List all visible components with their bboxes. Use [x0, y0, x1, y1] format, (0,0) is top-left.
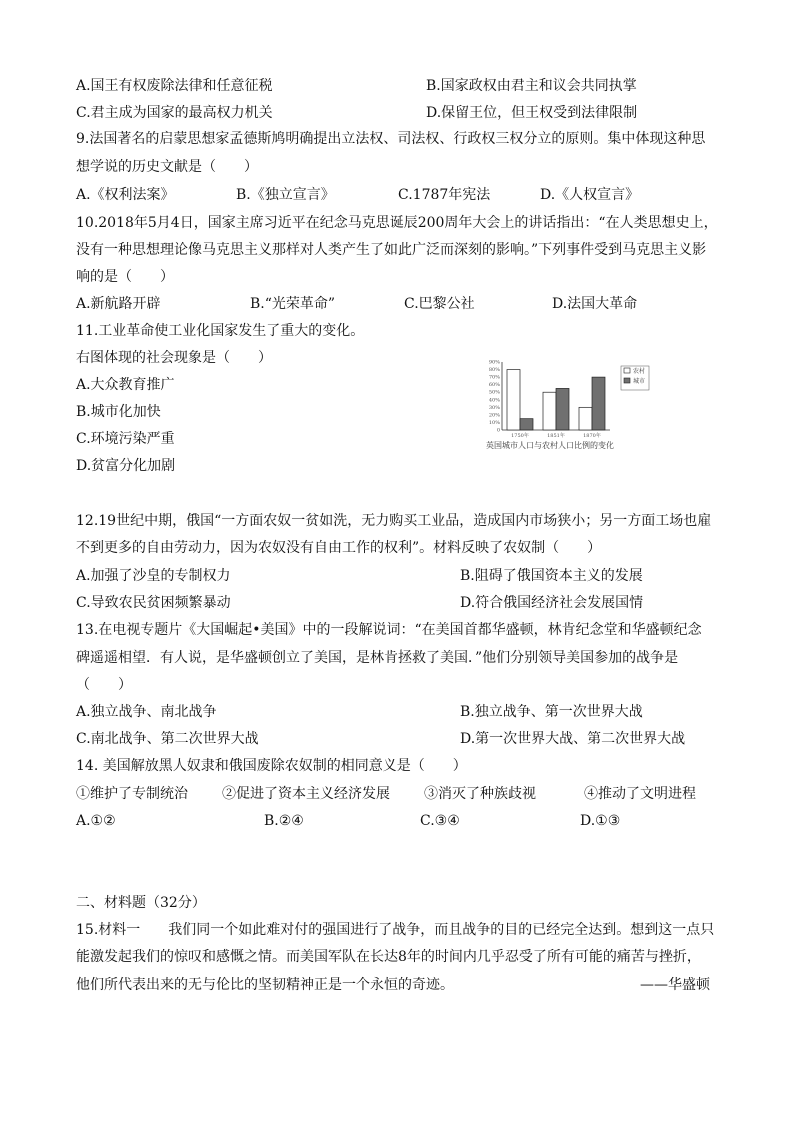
q13-stem-line2: 碑遥遥相望．有人说，是华盛顿创立了美国，是林肯拯救了美国．”他们分别领导美国参加的战争是	[76, 650, 679, 666]
q11-stem-line2: 右图体现的社会现象是（ ）	[76, 350, 272, 366]
q10-stem-line3: 响的是（ ）	[76, 269, 174, 285]
q10-stem-line1: 10.2018年5月4日，国家主席习近平在纪念马克思诞辰200周年大会上的讲话指出：“在人类思想史上，	[76, 215, 718, 231]
chart-y-tick: 30%	[488, 404, 500, 411]
chart-svg	[482, 358, 652, 454]
chart-legend-label: 城市	[633, 378, 646, 385]
chart-y-tick: 0	[496, 427, 500, 434]
q13-stem-line3: （ ）	[76, 677, 132, 693]
q12-option-d: D.符合俄国经济社会发展国情	[460, 595, 644, 611]
q11-option-c: C.环境污染严重	[76, 431, 175, 447]
q14-item-4: ④推动了文明进程	[584, 786, 696, 802]
q10-option-b: B.“光荣革命”	[250, 296, 336, 312]
q12-option-b: B.阻碍了俄国资本主义的发展	[460, 568, 643, 584]
q9-stem-line2: 想学说的历史文献是（ ）	[76, 159, 258, 175]
q9-option-c: C.1787年宪法	[398, 187, 491, 203]
q12-stem-line2: 不到更多的自由劳动力，因为农奴没有自由工作的权利”。材料反映了农奴制（ ）	[76, 540, 602, 556]
chart-x-tick: 1870年	[583, 433, 601, 439]
q14-item-1: ①维护了专制统治	[76, 786, 188, 802]
chart-bar-urban	[520, 419, 533, 430]
q11-stem-line1: 11.工业革命使工业化国家发生了重大的变化。	[76, 323, 365, 339]
q10-option-c: C.巴黎公社	[404, 296, 475, 312]
q9-option-d: D.《人权宣言》	[540, 187, 640, 203]
chart-bar-rural	[543, 392, 556, 430]
q12-option-c: C.导致农民贫困频繁暴动	[76, 595, 231, 611]
q9-stem-line1: 9.法国著名的启蒙思想家孟德斯鸠明确提出立法权、司法权、行政权三权分立的原则。集中体现这种思	[76, 131, 706, 147]
q11-option-a: A.大众教育推广	[76, 377, 175, 393]
q11-option-d: D.贫富分化加剧	[76, 458, 176, 474]
q12-stem-line1: 12.19世纪中期，俄国“一方面农奴一贫如洗，无力购买工业品，造成国内市场狭小；另一方面工场也雇	[76, 513, 712, 529]
q14-item-2: ②促进了资本主义经济发展	[222, 786, 390, 802]
chart-y-tick: 40%	[488, 397, 500, 404]
q10-stem-line2: 没有一种思想理论像马克思主义那样对人类产生了如此广泛而深刻的影响。”下列事件受到马克思主义影	[76, 242, 707, 258]
chart-x-tick: 1750年	[511, 433, 529, 439]
chart-legend-label: 农村	[633, 368, 646, 375]
chart-legend-swatch	[624, 368, 630, 373]
q13-option-b: B.独立战争、第一次世界大战	[460, 704, 643, 720]
q13-option-c: C.南北战争、第二次世界大战	[76, 731, 259, 747]
q8-option-b: B.国家政权由君主和议会共同执掌	[426, 78, 637, 94]
q14-stem-line1: 14. 美国解放黑人奴隶和俄国废除农奴制的相同意义是（ ）	[76, 758, 467, 774]
chart-bar-rural	[507, 370, 520, 430]
q8-option-a: A.国王有权废除法律和任意征税	[76, 78, 273, 94]
q12-option-a: A.加强了沙皇的专制权力	[76, 568, 231, 584]
q14-option-c: C.③④	[420, 813, 460, 829]
q13-option-a: A.独立战争、南北战争	[76, 704, 217, 720]
q13-stem-line1: 13.在电视专题片《大国崛起•美国》中的一段解说词：“在美国首都华盛顿，林肯纪念堂和华盛顿纪念	[76, 622, 702, 638]
chart-y-tick: 10%	[488, 419, 500, 426]
chart-y-tick: 20%	[488, 412, 500, 419]
q9-option-b: B.《独立宣言》	[236, 187, 335, 203]
urban-rural-chart	[482, 358, 652, 454]
q15-line2: 能激发起我们的惊叹和感慨之情。而美国军队在长达8年的时间内几乎忍受了所有可能的痛苦与挫折，	[76, 949, 701, 965]
chart-y-tick: 50%	[488, 389, 500, 396]
q15-line1: 15.材料一 我们同一个如此难对付的强国进行了战争，而且战争的目的已经完全达到。想到这一点只	[76, 922, 715, 938]
q10-option-a: A.新航路开辟	[76, 296, 161, 312]
q8-option-c: C.君主成为国家的最高权力机关	[76, 105, 273, 121]
section2-title: 二、材料题（32分）	[76, 895, 206, 911]
q15-line3: 他们所代表出来的无与伦比的坚韧精神正是一个永恒的奇迹。	[76, 977, 454, 993]
q14-option-d: D.①③	[580, 813, 621, 829]
q10-option-d: D.法国大革命	[552, 296, 638, 312]
q11-option-b: B.城市化加快	[76, 404, 161, 420]
chart-y-tick: 60%	[488, 382, 500, 389]
chart-y-tick: 80%	[488, 367, 500, 374]
q13-option-d: D.第一次世界大战、第二次世界大战	[460, 731, 686, 747]
q8-option-d: D.保留王位，但王权受到法律限制	[426, 105, 638, 121]
chart-caption: 英国城市人口与农村人口比例的变化	[486, 441, 614, 450]
q15-attribution: ——华盛顿	[640, 977, 710, 993]
q14-option-a: A.①②	[76, 813, 116, 829]
chart-bar-rural	[579, 407, 592, 430]
q14-option-b: B.②④	[264, 813, 304, 829]
chart-bar-urban	[592, 377, 605, 430]
chart-y-tick: 70%	[488, 374, 500, 381]
chart-y-tick: 90%	[488, 359, 500, 366]
q9-option-a: A.《权利法案》	[76, 187, 175, 203]
q14-item-3: ③消灭了种族歧视	[424, 786, 536, 802]
chart-legend-swatch	[624, 378, 630, 383]
chart-bar-urban	[556, 388, 569, 430]
chart-x-tick: 1851年	[547, 433, 565, 439]
